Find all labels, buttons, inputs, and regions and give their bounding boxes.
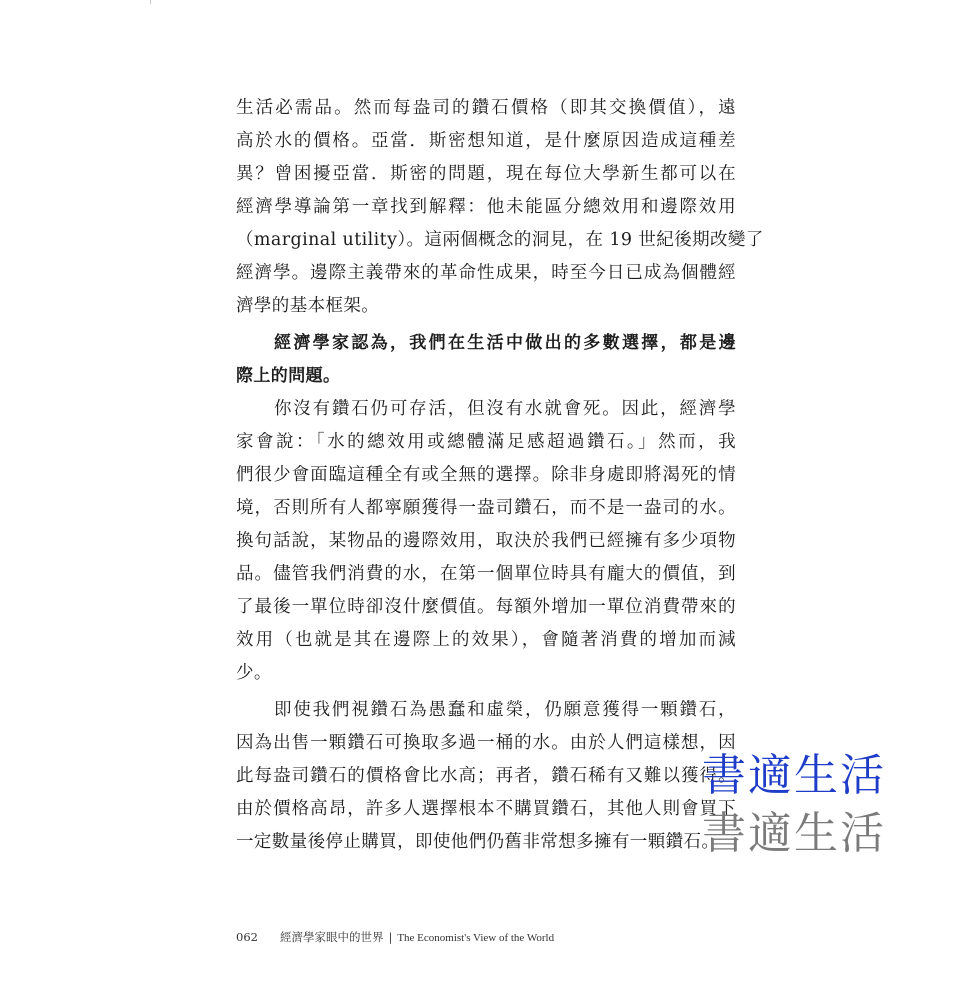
book-title-en: The Economist's View of the World — [397, 932, 555, 944]
page-footer — [236, 929, 554, 945]
text-line: （marginal utility）。這兩個概念的洞見，在 19 世紀後期改變了 — [236, 230, 764, 250]
book-title-zh: 經濟學家眼中的世界 — [279, 930, 384, 944]
text-line: 你沒有鑽石仍可存活，但沒有水就會死。因此，經濟學 — [274, 399, 736, 419]
page-number: 062 — [236, 930, 258, 944]
text-line: 家會說：「水的總效用或總體滿足感超過鑽石。」然而，我 — [236, 432, 736, 452]
text-line: 了最後一單位時卻沒什麼價值。每額外增加一單位消費帶來的 — [236, 597, 736, 617]
text-line: 異？曾困擾亞當．斯密的問題，現在每位大學新生都可以在 — [236, 164, 736, 184]
text-line: 境，否則所有人都寧願獲得一盎司鑽石，而不是一盎司的水。 — [236, 498, 736, 518]
text-line: 因為出售一顆鑽石可換取多過一桶的水。由於人們這樣想，因 — [236, 733, 736, 753]
text-line: 高於水的價格。亞當．斯密想知道，是什麼原因造成這種差 — [236, 131, 736, 151]
text-line: 此每盎司鑽石的價格會比水高；再者，鑽石稀有又難以獲得。 — [236, 766, 736, 786]
text-line: 生活必需品。然而每盎司的鑽石價格（即其交換價值），遠 — [236, 98, 736, 118]
text-line: 由於價格高昂，許多人選擇根本不購買鑽石，其他人則會買下 — [236, 799, 736, 819]
watermark-gray: 書適生活 — [702, 808, 886, 859]
text-line: 濟學的基本框架。 — [236, 296, 380, 316]
bold-text-line: 際上的問題。 — [236, 366, 341, 386]
watermark-blue: 書適生活 — [702, 750, 886, 801]
text-line: 品。儘管我們消費的水，在第一個單位時具有龐大的價值，到 — [236, 564, 736, 584]
bold-text-line: 經濟學家認為，我們在生活中做出的多數選擇，都是邊 — [274, 333, 736, 353]
text-line: 即使我們視鑽石為愚蠢和虛榮，仍願意獲得一顆鑽石， — [274, 700, 736, 720]
text-line: 經濟學。邊際主義帶來的革命性成果，時至今日已成為個體經 — [236, 263, 736, 283]
text-line: 效用（也就是其在邊際上的效果），會隨著消費的增加而減 — [236, 630, 736, 650]
text-line: 一定數量後停止購買，即使他們仍舊非常想多擁有一顆鑽石。 — [236, 832, 720, 852]
text-line: 少。 — [236, 663, 272, 683]
paragraph-2-emphasis — [236, 327, 736, 393]
footer-separator: | — [388, 930, 393, 944]
text-line: 換句話說，某物品的邊際效用，取決於我們已經擁有多少項物 — [236, 531, 736, 551]
paragraph-1 — [236, 92, 764, 323]
page-body — [236, 92, 764, 859]
paragraph-4 — [236, 694, 736, 859]
text-line: 們很少會面臨這種全有或全無的選擇。除非身處即將渴死的情 — [236, 465, 736, 485]
crop-mark — [150, 0, 151, 4]
text-line: 經濟學導論第一章找到解釋：他未能區分總效用和邊際效用 — [236, 197, 736, 217]
paragraph-3 — [236, 393, 736, 690]
